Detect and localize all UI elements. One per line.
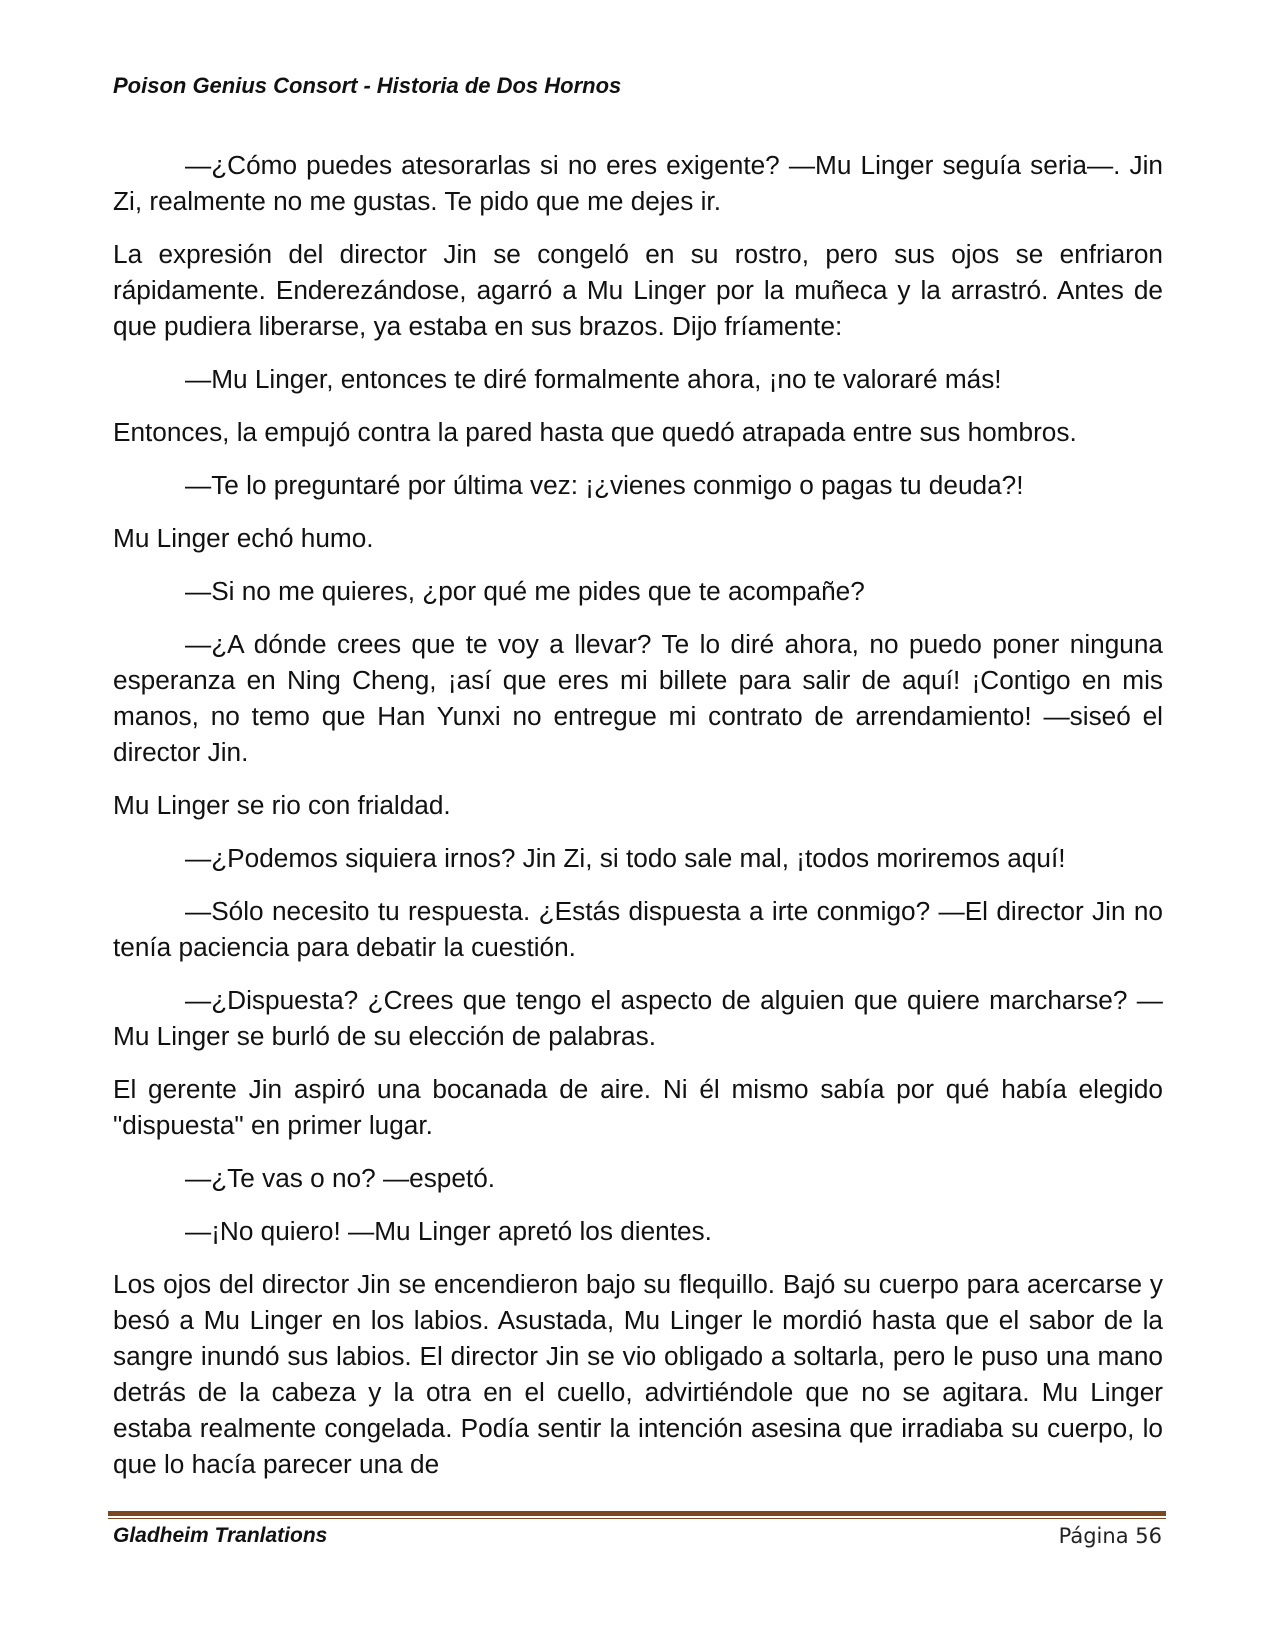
book-title: Poison Genius Consort bbox=[113, 73, 358, 98]
paragraph: —¿Cómo puedes atesorarlas si no eres exigente? —Mu Linger seguía seria—. Jin Zi, realmente no me gustas. Te pido que me dejes ir. bbox=[113, 150, 1163, 216]
paragraph: —Te lo preguntaré por última vez: ¡¿vienes conmigo o pagas tu deuda?! bbox=[185, 470, 1024, 500]
running-header bbox=[113, 73, 621, 99]
paragraph: —Si no me quieres, ¿por qué me pides que te acompañe? bbox=[185, 576, 865, 606]
paragraph: —¿Podemos siquiera irnos? Jin Zi, si todo sale mal, ¡todos moriremos aquí! bbox=[185, 843, 1066, 873]
paragraph: Mu Linger echó humo. bbox=[113, 523, 374, 553]
page-body bbox=[113, 147, 1163, 1499]
footer-divider-thin bbox=[108, 1518, 1166, 1519]
translator-credit: Gladheim Tranlations bbox=[113, 1524, 328, 1547]
paragraph: El gerente Jin aspiró una bocanada de aire. Ni él mismo sabía por qué había elegido "dispuesta" en primer lugar. bbox=[113, 1074, 1163, 1140]
page-label: Página bbox=[1058, 1524, 1129, 1548]
paragraph: —¿Te vas o no? —espetó. bbox=[185, 1163, 496, 1193]
paragraph: Mu Linger se rio con frialdad. bbox=[113, 790, 451, 820]
page-number-label bbox=[1059, 1524, 1162, 1548]
paragraph: Los ojos del director Jin se encendieron bajo su flequillo. Bajó su cuerpo para acercarse y besó a Mu Linger en los labios. Asustada, Mu Linger le mordió hasta que el sabor de la sangre inundó sus labios. El director Jin se vio obligado a soltarla, pero le puso una mano detrás de la cabeza y la otra en el cuello, advirtiéndole que no se agitara. Mu Linger estaba realmente congelada. Podía sentir la intención asesina que irradiaba su cuerpo, lo que lo hacía parecer una de bbox=[113, 1269, 1163, 1479]
header-separator: - bbox=[363, 73, 371, 98]
page-number: 56 bbox=[1135, 1524, 1162, 1548]
paragraph: —¡No quiero! —Mu Linger apretó los dientes. bbox=[185, 1216, 712, 1246]
paragraph: —Sólo necesito tu respuesta. ¿Estás dispuesta a irte conmigo? —El director Jin no tenía paciencia para debatir la cuestión. bbox=[113, 896, 1163, 962]
paragraph: Entonces, la empujó contra la pared hasta que quedó atrapada entre sus hombros. bbox=[113, 417, 1077, 447]
paragraph: La expresión del director Jin se congeló en su rostro, pero sus ojos se enfriaron rápidamente. Enderezándose, agarró a Mu Linger por la muñeca y la arrastró. Antes de que pudiera liberarse, ya estaba en sus brazos. Dijo fríamente: bbox=[113, 239, 1163, 341]
paragraph: —¿A dónde crees que te voy a llevar? Te lo diré ahora, no puedo poner ninguna esperanza en Ning Cheng, ¡así que eres mi billete para salir de aquí! ¡Contigo en mis manos, no temo que Han Yunxi no entregue mi contrato de arrendamiento! —siseó el director Jin. bbox=[113, 629, 1163, 767]
paragraph: —¿Dispuesta? ¿Crees que tengo el aspecto de alguien que quiere marcharse? —Mu Linger se burló de su elección de palabras. bbox=[113, 985, 1163, 1051]
chapter-title: Historia de Dos Hornos bbox=[376, 73, 622, 98]
footer-divider bbox=[108, 1511, 1166, 1519]
paragraph: —Mu Linger, entonces te diré formalmente ahora, ¡no te valoraré más! bbox=[185, 364, 1002, 394]
